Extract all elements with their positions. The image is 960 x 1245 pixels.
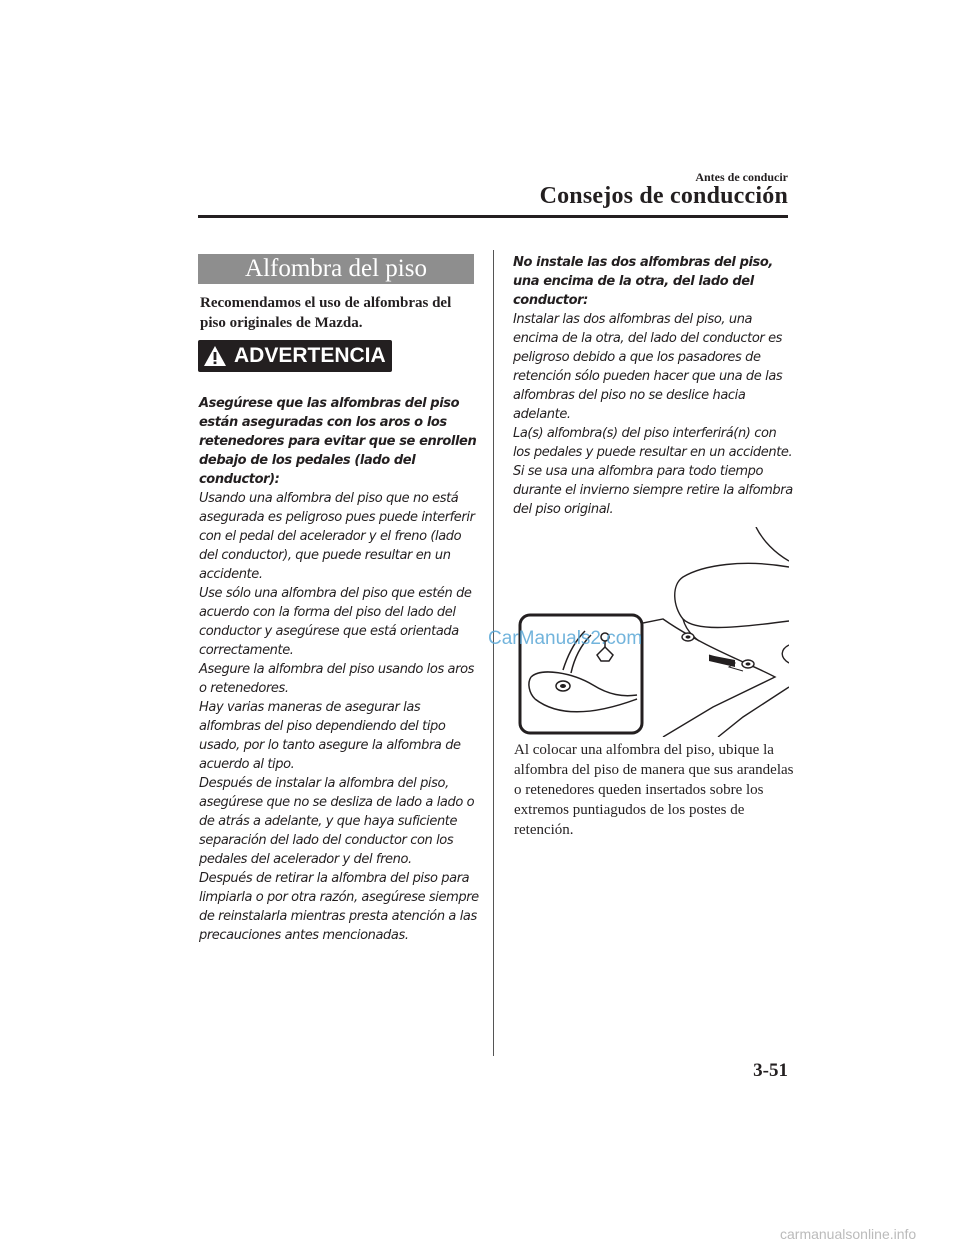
topic-title: Alfombra del piso [198, 254, 474, 284]
warning-paragraph: Hay varias maneras de asegurar las alfombras del piso dependiendo del tipo usado, por lo tanto asegure la alfombra de acuerdo al tipo. [199, 700, 461, 772]
warning-triangle-icon [203, 345, 227, 367]
chapter-label: Antes de conducir [695, 170, 788, 184]
footer-watermark: carmanualsonline.info [780, 1226, 917, 1242]
header-rule [198, 215, 788, 218]
right-paragraph: Instalar las dos alfombras del piso, una encima de la otra, del lado del conductor es peligroso debido a que los pasadores de retención sólo pueden hacer que una de las alfombras del piso no se deslice hacia adelante. [513, 312, 783, 422]
right-paragraph: Si se usa una alfombra para todo tiempo durante el invierno siempre retire la alfombra del piso original. [513, 464, 793, 517]
warning-paragraph: Asegure la alfombra del piso usando los aros o retenedores. [199, 662, 474, 696]
warning-paragraph: Use sólo una alfombra del piso que estén de acuerdo con la forma del piso del lado del conductor y asegúrese que está orientada correctamente. [199, 586, 472, 658]
warning-label: ADVERTENCIA [234, 344, 386, 367]
warning-paragraph: Después de retirar la alfombra del piso para limpiarla o por otra razón, asegúrese siempre de reinstalarla mientras presta atención a las precauciones antes mencionadas. [199, 871, 479, 943]
warning-paragraph: Usando una alfombra del piso que no está asegurada es peligroso pues puede interferir con el pedal del acelerador y el freno (lado del conductor), que puede resultar en un accidente. [199, 491, 475, 582]
warning-body [199, 394, 479, 945]
right-paragraph: La(s) alfombra(s) del piso interferirá(n) con los pedales y puede resultar en un accidente. [513, 426, 793, 460]
warning-banner [198, 340, 392, 372]
watermark: CarManuals2.com [488, 628, 643, 649]
right-warning-heading: No instale las dos alfombras del piso, una encima de la otra, del lado del conductor: [513, 255, 773, 308]
warning-paragraph: Después de instalar la alfombra del piso, asegúrese que no se desliza de lado a lado o de atrás a adelante, y que haya suficiente separación del lado del conductor con los pedales del acelerador y del freno. [199, 776, 475, 867]
right-warning-body [513, 253, 793, 519]
page-number: 3-51 [753, 1060, 788, 1081]
section-title: Consejos de conducción [539, 183, 788, 209]
intro-text: Recomendamos el uso de alfombras del piso originales de Mazda. [200, 295, 452, 331]
figure-caption: Al colocar una alfombra del piso, ubique la alfombra del piso de manera que sus arandelas o retenedores queden insertados sobre los extremos puntiagudos de los postes de retención. [514, 742, 794, 838]
column-divider [493, 250, 494, 1056]
warning-heading: Asegúrese que las alfombras del piso están aseguradas con los aros o los retenedores para evitar que se enrollen debajo de los pedales (lado del conductor): [199, 396, 477, 487]
